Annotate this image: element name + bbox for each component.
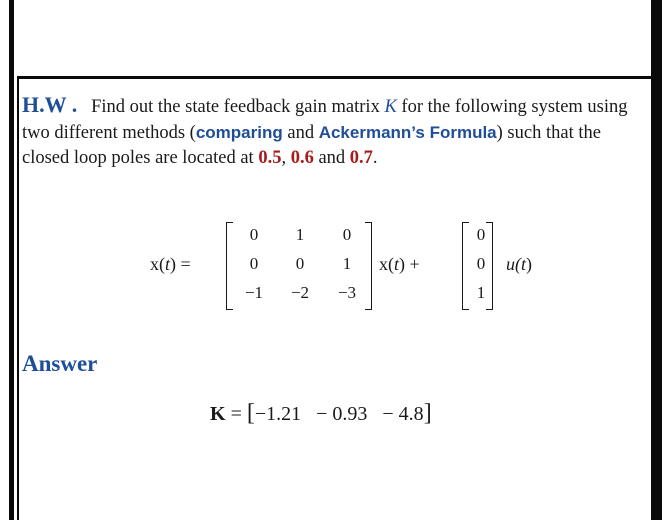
k-value-3: − 4.8: [382, 403, 424, 425]
matrix-a-bracket-right: [365, 222, 372, 310]
k-result-equals: =: [230, 403, 242, 425]
matrix-b-cell: 0: [476, 225, 486, 244]
pole-2: 0.6: [290, 148, 314, 168]
matrix-a-cell: 1: [342, 254, 352, 273]
problem-text-4: ) such that the closed loop poles are located at: [22, 123, 601, 168]
k-value-1: −1.21: [254, 403, 302, 425]
matrix-a-cell: −2: [290, 283, 310, 302]
hw-label: H.W .: [22, 92, 78, 117]
frame-border-top: [17, 76, 651, 79]
k-symbol: K: [384, 97, 397, 117]
problem-text-1: Find out the state feedback gain matrix: [91, 97, 385, 117]
k-result-label: K: [210, 403, 226, 425]
problem-text-3: and: [282, 123, 319, 143]
matrix-a-cell: 0: [295, 254, 305, 273]
method-comparing: comparing: [195, 123, 283, 142]
matrix-a-cell: −3: [337, 283, 357, 302]
equation-lhs: x(t) =: [150, 254, 191, 274]
input-term: u(t): [506, 254, 533, 274]
k-value-2: − 0.93: [316, 403, 368, 425]
matrix-a-cell: 1: [295, 225, 305, 244]
k-result-bracket-close: ]: [423, 400, 432, 426]
answer-heading: Answer: [22, 351, 98, 376]
matrix-b-bracket-right: [486, 222, 493, 310]
matrix-a-bracket-left: [226, 222, 233, 310]
pole-1: 0.5: [258, 148, 282, 168]
problem-statement: [22, 92, 646, 171]
state-term: x(t) +: [379, 254, 420, 274]
k-result-bracket-open: [: [246, 400, 255, 426]
matrix-a-cell: 0: [342, 225, 352, 244]
matrix-b-cell: 1: [476, 283, 486, 302]
matrix-a-cell: 0: [249, 225, 259, 244]
pole-sep-2: and: [313, 148, 350, 168]
state-equation: [0, 222, 662, 312]
pole-sep-1: ,: [281, 148, 291, 168]
problem-end: .: [372, 148, 378, 168]
pole-3: 0.7: [349, 148, 373, 168]
matrix-b-cell: 0: [476, 254, 486, 273]
method-ackermann: Ackermann’s Formula: [318, 123, 497, 142]
matrix-a-cell: 0: [249, 254, 259, 273]
k-result: [210, 400, 432, 427]
problem-text-2: for the following system using two different methods (: [22, 97, 628, 143]
matrix-a-cell: −1: [244, 283, 264, 302]
